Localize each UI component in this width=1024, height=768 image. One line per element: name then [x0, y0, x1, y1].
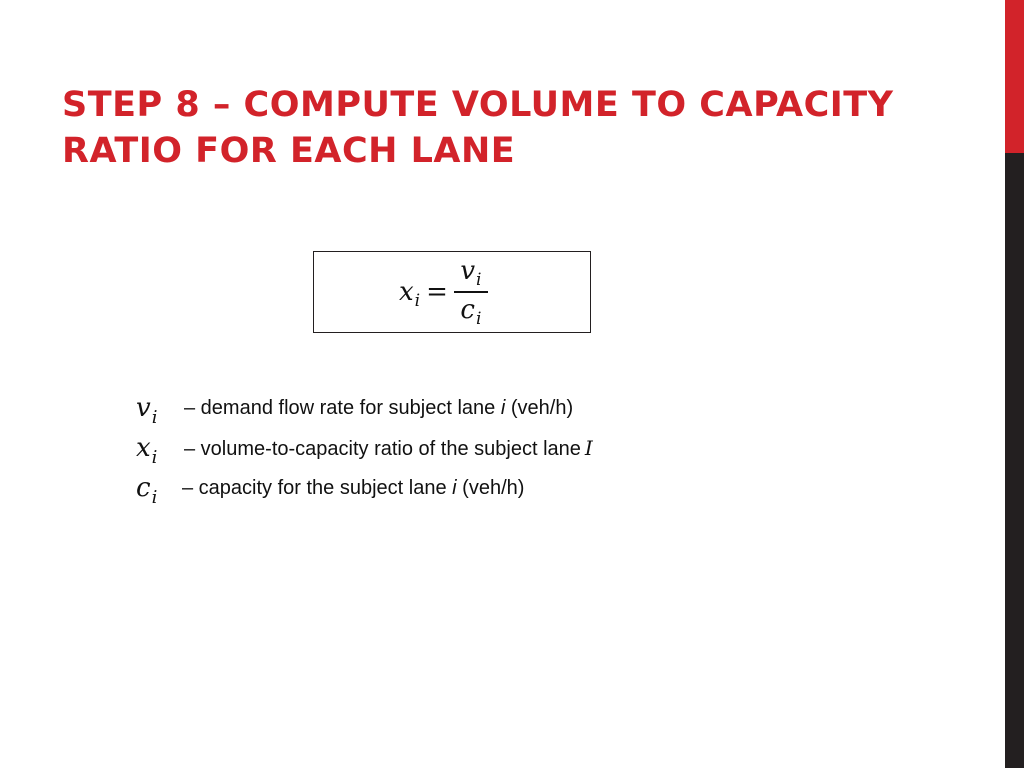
definition-symbol [136, 473, 182, 508]
definition-text-main: – capacity for the subject lane [182, 476, 453, 499]
definition-row-c [136, 468, 593, 508]
definition-symbol-var: c [136, 473, 151, 503]
definition-text [182, 477, 524, 500]
definition-symbol-var: v [136, 393, 151, 423]
definition-text-unit: (veh/h) [505, 396, 574, 419]
definition-symbol [136, 393, 184, 428]
definition-row-v [136, 388, 593, 428]
slide-title-line-2: RATIO FOR EACH LANE [62, 131, 516, 171]
slide-title [62, 82, 982, 174]
definition-symbol-sub: i [151, 447, 158, 468]
definition-text [184, 397, 573, 420]
formula-lhs [399, 277, 421, 311]
formula-denominator-sub: i [475, 308, 482, 329]
definition-text-italic: I [584, 435, 593, 460]
slide-title-line-1: STEP 8 – COMPUTE VOLUME TO CAPACITY [62, 85, 894, 125]
formula-numerator-sub: i [476, 270, 482, 291]
formula-numerator-var: v [460, 256, 476, 287]
formula-lhs-var: x [399, 277, 414, 307]
sidebar-gap [1002, 0, 1005, 768]
definition-text-main: – volume-to-capacity ratio of the subject lane [184, 437, 581, 460]
sidebar-red-accent [1005, 0, 1024, 153]
formula [399, 256, 488, 328]
definition-text [184, 436, 593, 461]
definition-row-x [136, 428, 593, 468]
definition-symbol-sub: i [151, 487, 158, 508]
definition-text-main: – demand flow rate for subject lane [184, 396, 501, 419]
definition-text-italic: i [452, 476, 457, 499]
definition-text-italic: i [500, 396, 506, 419]
definition-symbol-var: x [136, 433, 151, 463]
formula-fraction [454, 256, 488, 328]
formula-box [313, 251, 591, 333]
formula-equals: = [426, 277, 448, 307]
definition-text-unit: (veh/h) [456, 476, 525, 499]
definition-symbol-sub: i [151, 407, 158, 428]
fraction-bar [454, 291, 488, 293]
definitions-list [136, 388, 593, 508]
formula-denominator-var: c [460, 294, 475, 325]
formula-lhs-sub: i [414, 291, 421, 311]
formula-denominator [458, 295, 483, 328]
definition-symbol [136, 433, 184, 468]
formula-numerator [458, 256, 483, 289]
